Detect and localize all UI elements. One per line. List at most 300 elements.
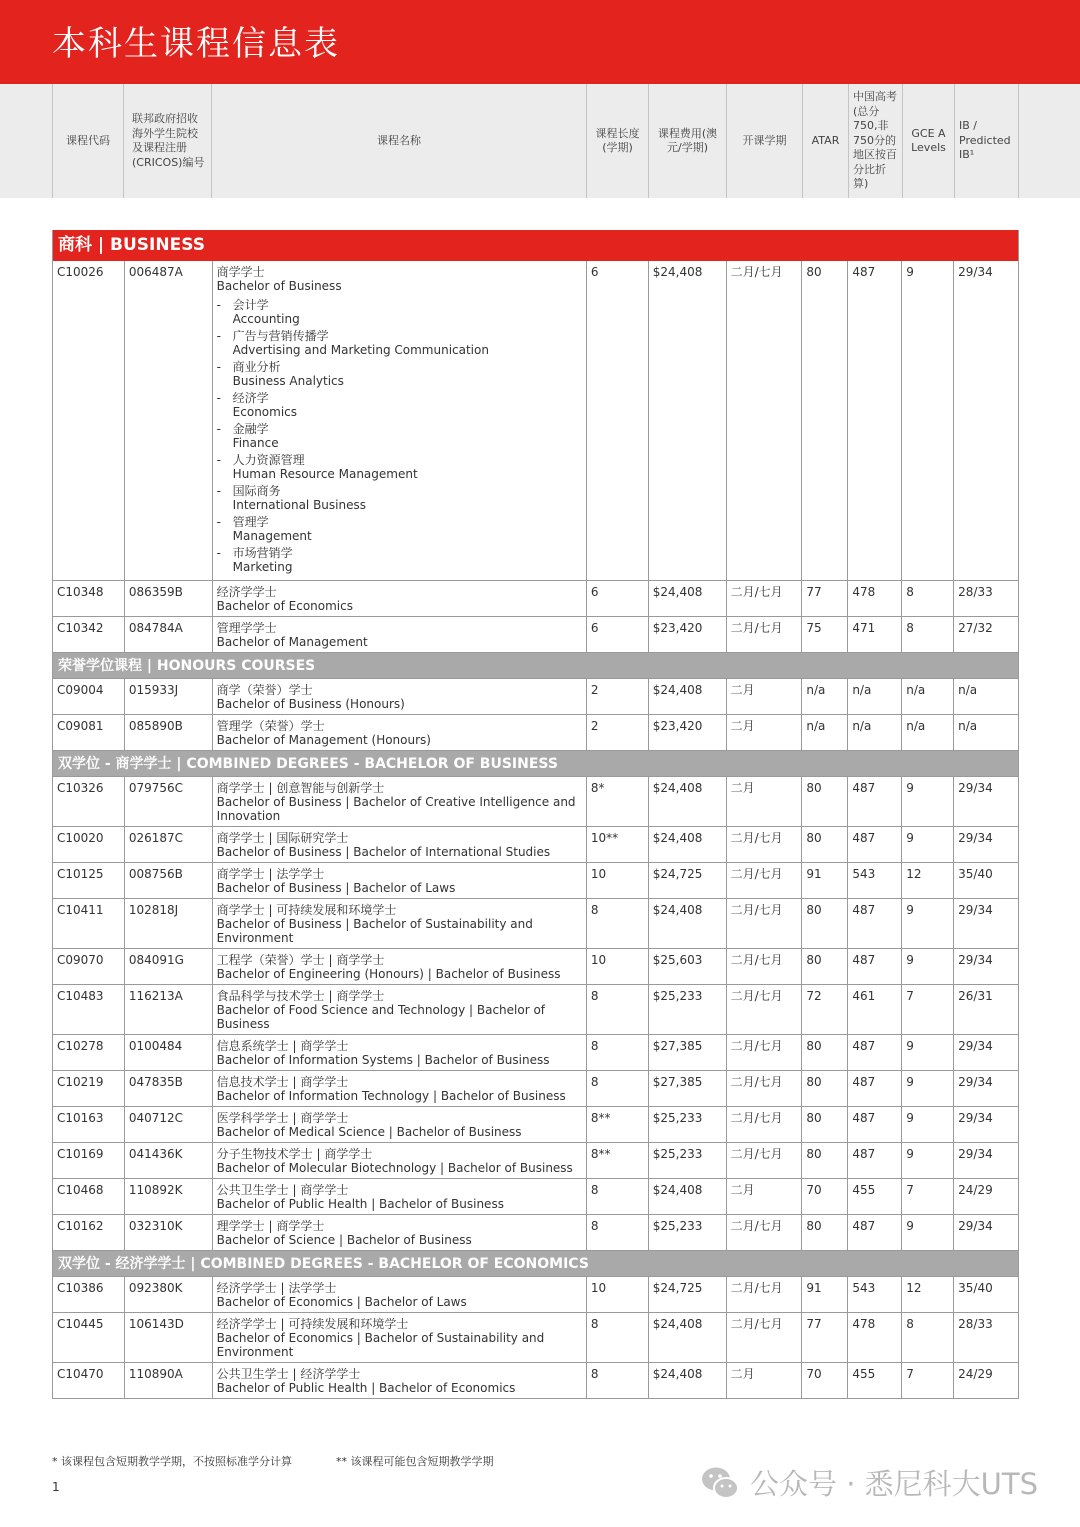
major-item bbox=[217, 298, 582, 326]
cricos-cell: 040712C bbox=[125, 1107, 213, 1142]
gce-cell: 9 bbox=[902, 1035, 954, 1070]
footnote-short-term: * 该课程包含短期教学学期，不按照标准学分计算 bbox=[52, 1455, 292, 1468]
gaokao-cell: 487 bbox=[848, 1107, 902, 1142]
course-name-zh: 管理学（荣誉）学士 bbox=[216, 719, 325, 733]
course-code-cell: C10278 bbox=[53, 1035, 125, 1070]
duration-cell: 8 bbox=[587, 1071, 649, 1106]
ib-cell: 27/32 bbox=[958, 621, 993, 635]
course-name-zh: 分子生物技术学士 | 商学学士 bbox=[216, 1147, 373, 1161]
major-item bbox=[217, 391, 582, 419]
gce-cell: 9 bbox=[902, 261, 954, 580]
course-name-en: Bachelor of Information Technology | Bachelor of Business bbox=[216, 1089, 566, 1103]
course-code-cell: C10326 bbox=[53, 777, 125, 826]
course-name-cell bbox=[213, 1143, 587, 1178]
course-name-cell bbox=[213, 777, 587, 826]
table-row bbox=[53, 617, 1018, 653]
ib-cell: 24/29 bbox=[958, 1367, 993, 1381]
table-row bbox=[53, 1277, 1018, 1313]
header-gce: GCE A Levels bbox=[903, 84, 955, 198]
ib-cell: 35/40 bbox=[958, 867, 993, 881]
cricos-cell: 085890B bbox=[125, 715, 213, 750]
course-name-cell bbox=[213, 679, 587, 714]
course-name-zh: 管理学学士 bbox=[216, 621, 277, 635]
gaokao-cell: 455 bbox=[848, 1363, 902, 1398]
table-row bbox=[53, 985, 1018, 1035]
duration-cell: 8 bbox=[587, 1313, 649, 1362]
atar-cell: 80 bbox=[802, 1071, 848, 1106]
course-name-cell bbox=[213, 581, 587, 616]
cricos-cell: 102818J bbox=[125, 899, 213, 948]
course-name-zh: 公共卫生学士 | 商学学士 bbox=[216, 1183, 349, 1197]
course-name-cell bbox=[213, 1071, 587, 1106]
table-row bbox=[53, 1215, 1018, 1251]
cricos-cell: 032310K bbox=[125, 1215, 213, 1250]
atar-cell: 80 bbox=[802, 899, 848, 948]
gce-cell: 9 bbox=[902, 777, 954, 826]
gaokao-cell: 543 bbox=[848, 1277, 902, 1312]
gce-cell: n/a bbox=[902, 715, 954, 750]
course-name-en: Bachelor of Molecular Biotechnology | Bachelor of Business bbox=[216, 1161, 573, 1175]
fee-cell: $25,603 bbox=[649, 949, 727, 984]
fee-cell: $27,385 bbox=[649, 1035, 727, 1070]
gaokao-cell: 455 bbox=[848, 1179, 902, 1214]
table-row bbox=[53, 1363, 1018, 1398]
section-header: 商科 | BUSINESS bbox=[53, 230, 1018, 261]
gaokao-cell: 487 bbox=[848, 827, 902, 862]
course-name-zh: 食品科学与技术学士 | 商学学士 bbox=[216, 989, 385, 1003]
course-name-en: Bachelor of Science | Bachelor of Business bbox=[216, 1233, 472, 1247]
course-name-en: Bachelor of Business | Bachelor of International Studies bbox=[216, 845, 551, 859]
title-banner bbox=[0, 0, 1080, 84]
cricos-cell: 084091G bbox=[125, 949, 213, 984]
course-code-cell: C10125 bbox=[53, 863, 125, 898]
cricos-cell: 110890A bbox=[125, 1363, 213, 1398]
course-code-cell: C10483 bbox=[53, 985, 125, 1034]
ib-cell: 29/34 bbox=[958, 781, 993, 795]
gce-cell: 9 bbox=[902, 1071, 954, 1106]
cricos-cell: 015933J bbox=[125, 679, 213, 714]
gce-cell: 7 bbox=[902, 985, 954, 1034]
duration-cell: 2 bbox=[587, 679, 649, 714]
gce-cell: 9 bbox=[902, 1107, 954, 1142]
major-name-zh: 会计学 bbox=[232, 298, 269, 312]
atar-cell: 80 bbox=[802, 1035, 848, 1070]
gce-cell: 9 bbox=[902, 1215, 954, 1250]
fee-cell: $24,408 bbox=[649, 679, 727, 714]
ib-cell: 29/34 bbox=[958, 1111, 993, 1125]
cricos-cell: 006487A bbox=[125, 261, 213, 580]
major-item bbox=[217, 329, 582, 357]
course-name-zh: 经济学学士 | 可持续发展和环境学士 bbox=[216, 1317, 409, 1331]
ib-cell: 35/40 bbox=[958, 1281, 993, 1295]
major-text bbox=[233, 329, 489, 357]
section-header: 双学位 - 商学学士 | COMBINED DEGREES - BACHELOR OF BUSINESS bbox=[53, 751, 1018, 777]
gce-cell: 8 bbox=[902, 617, 954, 652]
course-name-en: Bachelor of Medical Science | Bachelor of Business bbox=[216, 1125, 522, 1139]
major-name-zh: 管理学 bbox=[232, 515, 269, 529]
header-course-name: 课程名称 bbox=[212, 84, 587, 198]
gaokao-cell: 478 bbox=[848, 1313, 902, 1362]
table-row bbox=[53, 777, 1018, 827]
header-cricos: 联邦政府招收海外学生院校及课程注册(CRICOS)编号 bbox=[124, 84, 212, 198]
course-name-en: Bachelor of Food Science and Technology | Bachelor of Business bbox=[216, 1003, 546, 1031]
course-name-zh: 信息系统学士 | 商学学士 bbox=[216, 1039, 349, 1053]
ib-cell: 24/29 bbox=[958, 1183, 993, 1197]
course-code-cell: C10219 bbox=[53, 1071, 125, 1106]
major-name-en: International Business bbox=[232, 498, 366, 512]
atar-cell: 80 bbox=[802, 827, 848, 862]
bullet-dash: - bbox=[216, 422, 222, 436]
major-name-zh: 市场营销学 bbox=[232, 546, 293, 560]
table-row bbox=[53, 581, 1018, 617]
cricos-cell: 047835B bbox=[125, 1071, 213, 1106]
course-name-cell bbox=[213, 899, 587, 948]
intake-cell: 二月/七月 bbox=[727, 261, 803, 580]
atar-cell: 80 bbox=[802, 1215, 848, 1250]
course-name-cell bbox=[213, 985, 587, 1034]
course-name-en: Bachelor of Economics bbox=[216, 599, 353, 613]
intake-cell: 二月 bbox=[727, 777, 803, 826]
atar-cell: 80 bbox=[802, 949, 848, 984]
cricos-cell: 110892K bbox=[125, 1179, 213, 1214]
fee-cell: $24,725 bbox=[649, 863, 727, 898]
ib-cell: n/a bbox=[958, 719, 978, 733]
course-name-cell bbox=[213, 863, 587, 898]
course-name-zh: 商学学士 | 国际研究学士 bbox=[216, 831, 349, 845]
cricos-cell: 041436K bbox=[125, 1143, 213, 1178]
bullet-dash: - bbox=[216, 360, 222, 374]
gaokao-cell: 487 bbox=[848, 777, 902, 826]
cricos-cell: 008756B bbox=[125, 863, 213, 898]
course-code-cell: C09070 bbox=[53, 949, 125, 984]
fee-cell: $24,408 bbox=[649, 827, 727, 862]
intake-cell: 二月/七月 bbox=[727, 985, 803, 1034]
major-text bbox=[233, 422, 279, 450]
duration-cell: 10 bbox=[587, 1277, 649, 1312]
course-name-cell bbox=[213, 827, 587, 862]
bullet-dash: - bbox=[216, 546, 222, 560]
course-name-en: Bachelor of Public Health | Bachelor of Business bbox=[216, 1197, 504, 1211]
major-name-zh: 人力资源管理 bbox=[232, 453, 305, 467]
header-gaokao: 中国高考(总分750,非750分的地区按百分比折算) bbox=[849, 84, 903, 198]
course-code-cell: C09004 bbox=[53, 679, 125, 714]
course-name-en: Bachelor of Economics | Bachelor of Sustainability and Environment bbox=[216, 1331, 545, 1359]
wechat-icon bbox=[700, 1463, 740, 1503]
table-row bbox=[53, 1143, 1018, 1179]
course-name-zh: 商学（荣誉）学士 bbox=[216, 683, 313, 697]
table-row bbox=[53, 949, 1018, 985]
duration-cell: 10** bbox=[587, 827, 649, 862]
table-row bbox=[53, 1313, 1018, 1363]
gaokao-cell: 461 bbox=[848, 985, 902, 1034]
cricos-cell: 079756C bbox=[125, 777, 213, 826]
course-name-zh: 商学学士 bbox=[216, 265, 265, 279]
cricos-cell: 116213A bbox=[125, 985, 213, 1034]
major-text bbox=[233, 515, 312, 543]
atar-cell: 80 bbox=[802, 777, 848, 826]
atar-cell: 80 bbox=[802, 261, 848, 580]
major-text bbox=[233, 546, 293, 574]
course-name-zh: 商学学士 | 可持续发展和环境学士 bbox=[216, 903, 397, 917]
gaokao-cell: 487 bbox=[848, 1035, 902, 1070]
fee-cell: $24,725 bbox=[649, 1277, 727, 1312]
header-ib: IB / Predicted IB¹ bbox=[955, 84, 1019, 198]
cricos-cell: 026187C bbox=[125, 827, 213, 862]
course-name-cell bbox=[213, 1035, 587, 1070]
course-code-cell: C10411 bbox=[53, 899, 125, 948]
duration-cell: 8 bbox=[587, 899, 649, 948]
table-row bbox=[53, 1107, 1018, 1143]
ib-cell: n/a bbox=[958, 683, 978, 697]
course-name-en: Bachelor of Management (Honours) bbox=[216, 733, 431, 747]
major-name-en: Management bbox=[232, 529, 312, 543]
atar-cell: 91 bbox=[802, 863, 848, 898]
major-name-zh: 商业分析 bbox=[232, 360, 281, 374]
course-name-cell bbox=[213, 1215, 587, 1250]
duration-cell: 6 bbox=[587, 581, 649, 616]
footnotes bbox=[52, 1453, 538, 1469]
watermark bbox=[700, 1462, 1038, 1503]
course-name-cell bbox=[213, 1179, 587, 1214]
ib-cell: 29/34 bbox=[958, 1147, 993, 1161]
gaokao-cell: 543 bbox=[848, 863, 902, 898]
bullet-dash: - bbox=[216, 484, 222, 498]
major-item bbox=[217, 453, 582, 481]
gce-cell: 8 bbox=[902, 1313, 954, 1362]
major-name-zh: 金融学 bbox=[232, 422, 269, 436]
course-name-cell bbox=[213, 1363, 587, 1398]
major-name-en: Finance bbox=[232, 436, 279, 450]
course-code-cell: C10470 bbox=[53, 1363, 125, 1398]
course-code-cell: C10386 bbox=[53, 1277, 125, 1312]
major-name-en: Accounting bbox=[232, 312, 300, 326]
course-code-cell: C10020 bbox=[53, 827, 125, 862]
intake-cell: 二月/七月 bbox=[727, 1071, 803, 1106]
duration-cell: 8 bbox=[587, 1179, 649, 1214]
gce-cell: 12 bbox=[902, 863, 954, 898]
fee-cell: $24,408 bbox=[649, 1313, 727, 1362]
major-name-en: Economics bbox=[232, 405, 298, 419]
intake-cell: 二月/七月 bbox=[727, 1143, 803, 1178]
course-table bbox=[52, 230, 1019, 1399]
fee-cell: $24,408 bbox=[649, 777, 727, 826]
ib-cell: 29/34 bbox=[958, 1219, 993, 1233]
fee-cell: $24,408 bbox=[649, 1363, 727, 1398]
gce-cell: 7 bbox=[902, 1179, 954, 1214]
course-name-en: Bachelor of Engineering (Honours) | Bachelor of Business bbox=[216, 967, 561, 981]
major-name-en: Business Analytics bbox=[232, 374, 344, 388]
course-code-cell: C10342 bbox=[53, 617, 125, 652]
table-row bbox=[53, 827, 1018, 863]
gce-cell: 9 bbox=[902, 827, 954, 862]
intake-cell: 二月 bbox=[727, 679, 803, 714]
course-code-cell: C10163 bbox=[53, 1107, 125, 1142]
gce-cell: 8 bbox=[902, 581, 954, 616]
ib-cell: 29/34 bbox=[958, 1075, 993, 1089]
atar-cell: 77 bbox=[802, 581, 848, 616]
cricos-cell: 084784A bbox=[125, 617, 213, 652]
gaokao-cell: 478 bbox=[848, 581, 902, 616]
course-name-zh: 经济学学士 bbox=[216, 585, 277, 599]
duration-cell: 6 bbox=[587, 261, 649, 580]
intake-cell: 二月/七月 bbox=[727, 1313, 803, 1362]
intake-cell: 二月/七月 bbox=[727, 863, 803, 898]
course-name-zh: 商学学士 | 法学学士 bbox=[216, 867, 325, 881]
major-item bbox=[217, 546, 582, 574]
course-name-cell bbox=[213, 1107, 587, 1142]
atar-cell: n/a bbox=[802, 679, 848, 714]
table-row bbox=[53, 1035, 1018, 1071]
cricos-cell: 092380K bbox=[125, 1277, 213, 1312]
ib-cell: 29/34 bbox=[958, 1039, 993, 1053]
gce-cell: 7 bbox=[902, 1363, 954, 1398]
gaokao-cell: 487 bbox=[848, 899, 902, 948]
intake-cell: 二月 bbox=[727, 1179, 803, 1214]
fee-cell: $24,408 bbox=[649, 261, 727, 580]
course-name-zh: 工程学（荣誉）学士 | 商学学士 bbox=[216, 953, 385, 967]
course-name-zh: 信息技术学士 | 商学学士 bbox=[216, 1075, 349, 1089]
table-row bbox=[53, 899, 1018, 949]
fee-cell: $23,420 bbox=[649, 617, 727, 652]
intake-cell: 二月 bbox=[727, 1363, 803, 1398]
atar-cell: n/a bbox=[802, 715, 848, 750]
course-code-cell: C10445 bbox=[53, 1313, 125, 1362]
header-duration: 课程长度(学期) bbox=[587, 84, 649, 198]
cricos-cell: 086359B bbox=[125, 581, 213, 616]
gaokao-cell: n/a bbox=[848, 679, 902, 714]
duration-cell: 8 bbox=[587, 985, 649, 1034]
atar-cell: 91 bbox=[802, 1277, 848, 1312]
fee-cell: $25,233 bbox=[649, 1143, 727, 1178]
course-code-cell: C10026 bbox=[53, 261, 125, 580]
intake-cell: 二月 bbox=[727, 715, 803, 750]
atar-cell: 75 bbox=[802, 617, 848, 652]
course-name-cell bbox=[213, 1277, 587, 1312]
ib-cell: 29/34 bbox=[958, 831, 993, 845]
ib-cell: 28/33 bbox=[958, 1317, 993, 1331]
gce-cell: 9 bbox=[902, 899, 954, 948]
course-name-zh: 医学科学学士 | 商学学士 bbox=[216, 1111, 349, 1125]
fee-cell: $25,233 bbox=[649, 985, 727, 1034]
header-fee: 课程费用(澳元/学期) bbox=[649, 84, 727, 198]
fee-cell: $24,408 bbox=[649, 899, 727, 948]
intake-cell: 二月/七月 bbox=[727, 1277, 803, 1312]
fee-cell: $24,408 bbox=[649, 581, 727, 616]
table-row bbox=[53, 261, 1018, 581]
footnote-may-include: ** 该课程可能包含短期教学学期 bbox=[336, 1455, 494, 1468]
major-name-en: Advertising and Marketing Communication bbox=[232, 343, 489, 357]
section-header: 双学位 - 经济学学士 | COMBINED DEGREES - BACHELOR OF ECONOMICS bbox=[53, 1251, 1018, 1277]
course-name-cell bbox=[213, 1313, 587, 1362]
course-name-cell bbox=[213, 715, 587, 750]
course-name-en: Bachelor of Business (Honours) bbox=[216, 697, 405, 711]
course-code-cell: C10348 bbox=[53, 581, 125, 616]
table-row bbox=[53, 679, 1018, 715]
watermark-text: 公众号 · 悉尼科大UTS bbox=[750, 1467, 1039, 1501]
major-text bbox=[233, 360, 344, 388]
major-text bbox=[233, 484, 366, 512]
intake-cell: 二月/七月 bbox=[727, 899, 803, 948]
course-name-en: Bachelor of Business | Bachelor of Creative Intelligence and Innovation bbox=[216, 795, 576, 823]
atar-cell: 80 bbox=[802, 1143, 848, 1178]
atar-cell: 72 bbox=[802, 985, 848, 1034]
major-text bbox=[233, 298, 300, 326]
major-text bbox=[233, 391, 297, 419]
table-row bbox=[53, 1179, 1018, 1215]
major-item bbox=[217, 515, 582, 543]
fee-cell: $24,408 bbox=[649, 1179, 727, 1214]
intake-cell: 二月/七月 bbox=[727, 1107, 803, 1142]
major-list bbox=[217, 298, 582, 574]
gaokao-cell: 471 bbox=[848, 617, 902, 652]
header-atar: ATAR bbox=[803, 84, 849, 198]
fee-cell: $25,233 bbox=[649, 1215, 727, 1250]
duration-cell: 8* bbox=[587, 777, 649, 826]
gaokao-cell: 487 bbox=[848, 1143, 902, 1178]
fee-cell: $23,420 bbox=[649, 715, 727, 750]
gce-cell: 12 bbox=[902, 1277, 954, 1312]
header-intake: 开课学期 bbox=[727, 84, 803, 198]
course-name-cell bbox=[213, 949, 587, 984]
course-code-cell: C10162 bbox=[53, 1215, 125, 1250]
duration-cell: 8 bbox=[587, 1215, 649, 1250]
gaokao-cell: 487 bbox=[848, 1071, 902, 1106]
course-code-cell: C09081 bbox=[53, 715, 125, 750]
atar-cell: 70 bbox=[802, 1179, 848, 1214]
atar-cell: 80 bbox=[802, 1107, 848, 1142]
duration-cell: 8 bbox=[587, 1363, 649, 1398]
ib-cell: 29/34 bbox=[958, 953, 993, 967]
duration-cell: 8 bbox=[587, 1035, 649, 1070]
course-name-zh: 公共卫生学士 | 经济学学士 bbox=[216, 1367, 361, 1381]
duration-cell: 8** bbox=[587, 1143, 649, 1178]
major-name-en: Marketing bbox=[232, 560, 293, 574]
fee-cell: $25,233 bbox=[649, 1107, 727, 1142]
course-code-cell: C10169 bbox=[53, 1143, 125, 1178]
fee-cell: $27,385 bbox=[649, 1071, 727, 1106]
major-name-zh: 经济学 bbox=[232, 391, 269, 405]
course-name-en: Bachelor of Business | Bachelor of Laws bbox=[216, 881, 456, 895]
major-item bbox=[217, 484, 582, 512]
gaokao-cell: n/a bbox=[848, 715, 902, 750]
table-header bbox=[52, 84, 1019, 198]
page-number: 1 bbox=[52, 1480, 60, 1494]
gaokao-cell: 487 bbox=[848, 1215, 902, 1250]
section-header: 荣誉学位课程 | HONOURS COURSES bbox=[53, 653, 1018, 679]
intake-cell: 二月/七月 bbox=[727, 1215, 803, 1250]
gce-cell: 9 bbox=[902, 949, 954, 984]
bullet-dash: - bbox=[216, 391, 222, 405]
course-name-zh: 商学学士 | 创意智能与创新学士 bbox=[216, 781, 385, 795]
intake-cell: 二月/七月 bbox=[727, 581, 803, 616]
duration-cell: 2 bbox=[587, 715, 649, 750]
course-name-cell bbox=[213, 617, 587, 652]
major-name-zh: 国际商务 bbox=[232, 484, 281, 498]
intake-cell: 二月/七月 bbox=[727, 949, 803, 984]
course-name-en: Bachelor of Management bbox=[216, 635, 368, 649]
atar-cell: 77 bbox=[802, 1313, 848, 1362]
major-name-en: Human Resource Management bbox=[232, 467, 418, 481]
bullet-dash: - bbox=[216, 329, 222, 343]
bullet-dash: - bbox=[216, 298, 222, 312]
ib-cell: 26/31 bbox=[958, 989, 993, 1003]
table-row bbox=[53, 715, 1018, 751]
bullet-dash: - bbox=[216, 453, 222, 467]
gaokao-cell: 487 bbox=[848, 949, 902, 984]
major-item bbox=[217, 360, 582, 388]
major-name-zh: 广告与营销传播学 bbox=[232, 329, 329, 343]
intake-cell: 二月/七月 bbox=[727, 1035, 803, 1070]
